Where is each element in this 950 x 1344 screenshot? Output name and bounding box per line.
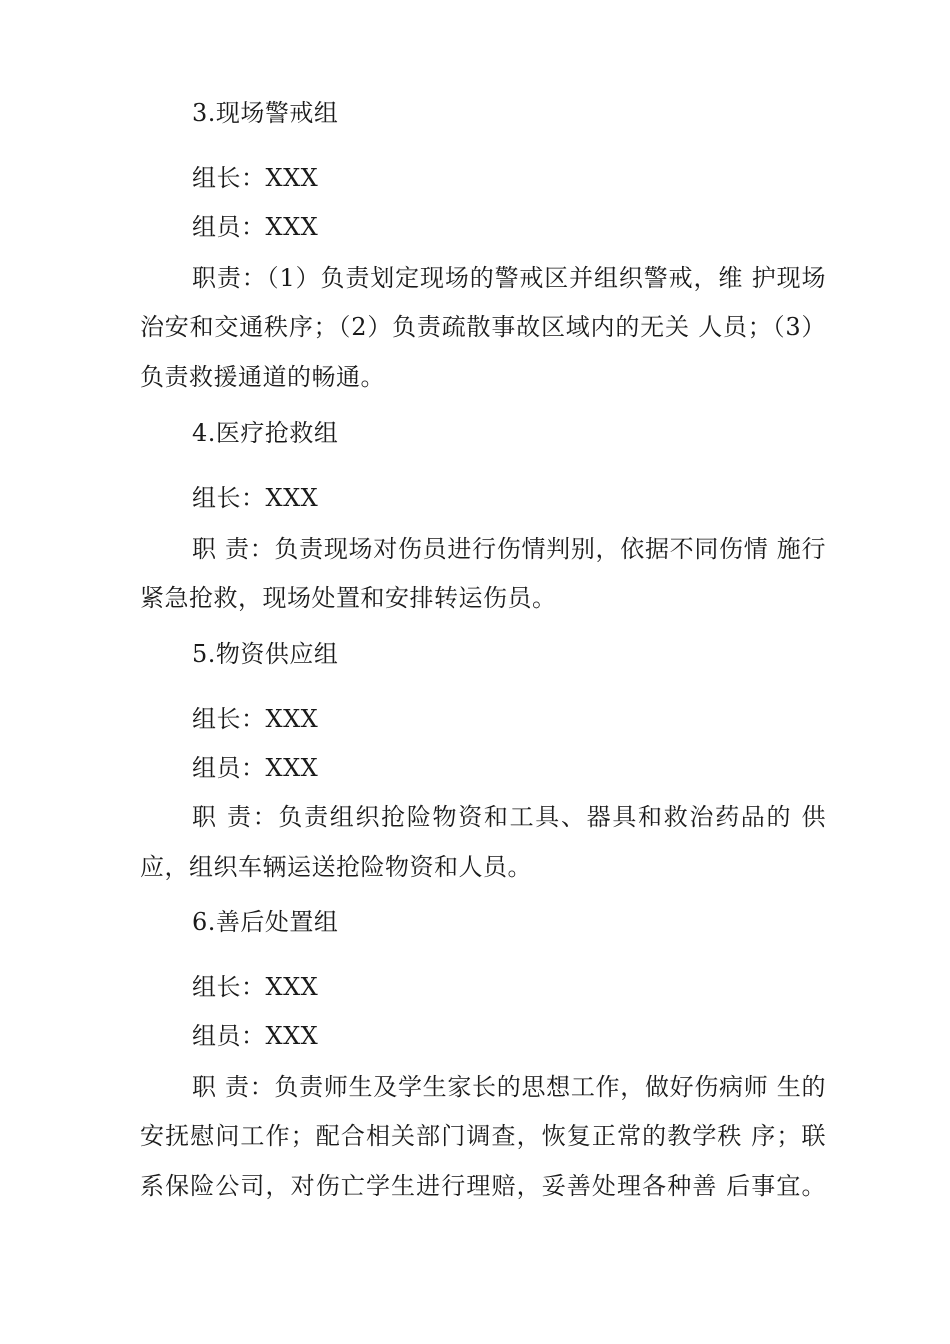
group-member: 组员：XXX — [192, 213, 319, 241]
group-leader: 组长：XXX — [192, 164, 319, 192]
duty-line: 治安和交通秩序；（2）负责疏散事故区域内的无关 人员；（3） — [140, 313, 826, 341]
duty-line: 职责：（1）负责划定现场的警戒区并组织警戒，维 护现场 — [192, 264, 826, 292]
duty-line: 紧急抢救，现场处置和安排转运伤员。 — [140, 584, 557, 612]
group-member: 组员：XXX — [192, 1022, 319, 1050]
duty-line: 应，组织车辆运送抢险物资和人员。 — [140, 853, 532, 881]
duty-line: 职 责：负责现场对伤员进行伤情判别，依据不同伤情 施行 — [192, 535, 826, 563]
group-leader: 组长：XXX — [192, 484, 319, 512]
section-heading: 4.医疗抢救组 — [192, 419, 339, 447]
group-leader: 组长：XXX — [192, 973, 319, 1001]
duty-line: 职 责：负责师生及学生家长的思想工作，做好伤病师 生的 — [192, 1073, 826, 1101]
duty-line: 负责救援通道的畅通。 — [140, 363, 385, 391]
duty-line: 安抚慰问工作；配合相关部门调查，恢复正常的教学秩 序；联 — [140, 1122, 826, 1150]
group-member: 组员：XXX — [192, 754, 319, 782]
section-heading: 5.物资供应组 — [192, 640, 339, 668]
duty-line: 系保险公司，对伤亡学生进行理赔，妥善处理各种善 后事宜。 — [140, 1172, 826, 1200]
section-heading: 3.现场警戒组 — [192, 99, 339, 127]
group-leader: 组长：XXX — [192, 705, 319, 733]
section-heading: 6.善后处置组 — [192, 908, 339, 936]
duty-line: 职 责：负责组织抢险物资和工具、器具和救治药品的 供 — [192, 803, 826, 831]
